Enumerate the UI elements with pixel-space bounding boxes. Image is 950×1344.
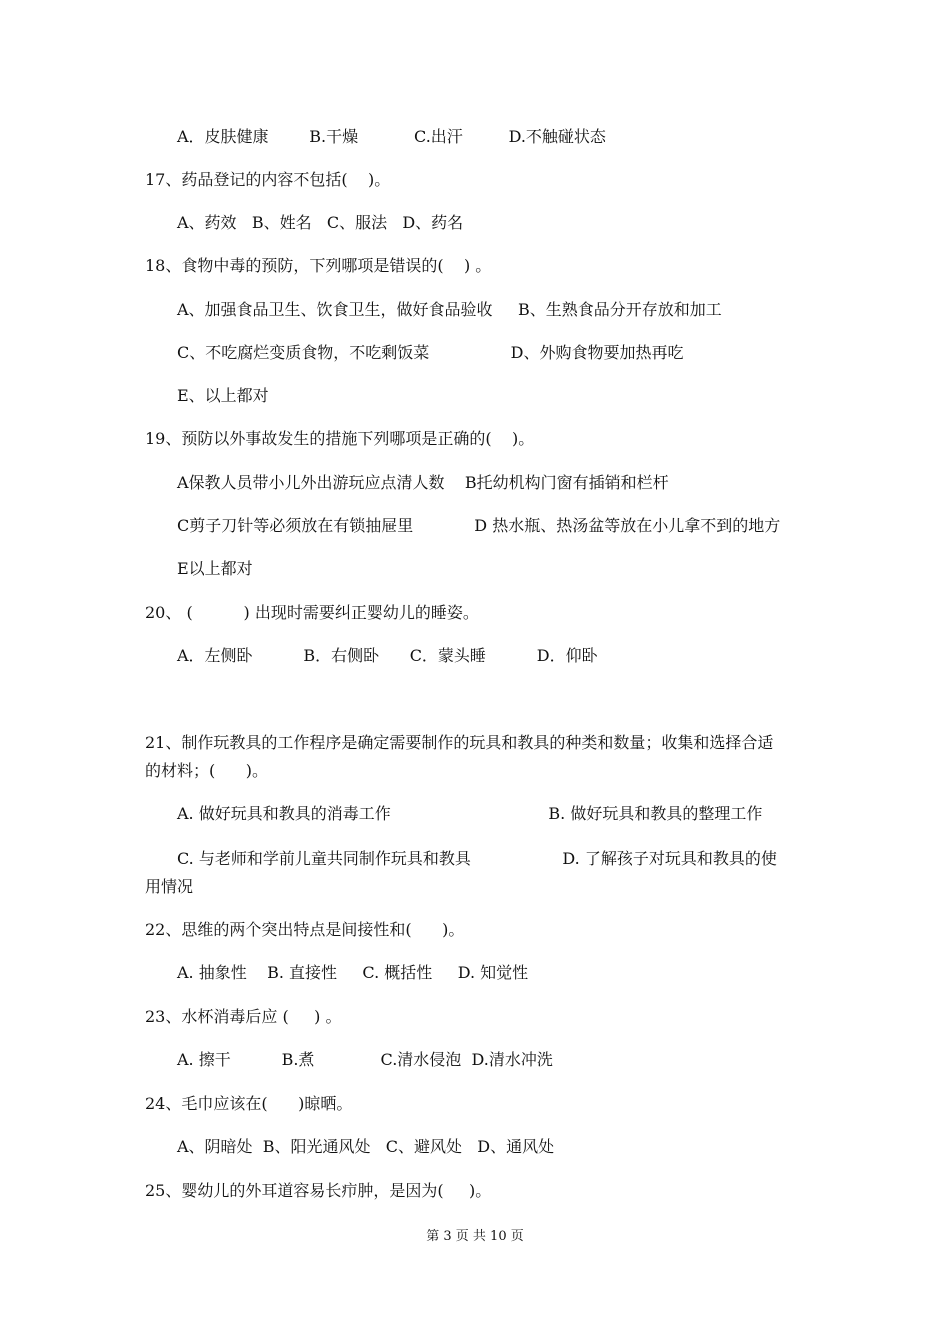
q17-question: 17、药品登记的内容不包括( )。: [145, 170, 391, 189]
q16-options: A．皮肤健康 B.干燥 C.出汗 D.不触碰状态: [177, 127, 606, 146]
q21-question: 21、制作玩教具的工作程序是确定需要制作的玩具和教具的种类和数量；收集和选择合适: [145, 733, 774, 752]
q17-options: A、药效 B、姓名 C、服法 D、药名: [177, 213, 464, 232]
q25-question: 25、婴幼儿的外耳道容易长疖肿，是因为( )。: [145, 1181, 492, 1200]
q18-options-cd: C、不吃腐烂变质食物，不吃剩饭菜 D、外购食物要加热再吃: [177, 343, 684, 362]
q19-options-ab: A保教人员带小儿外出游玩应点清人数 B托幼机构门窗有插销和栏杆: [177, 473, 669, 492]
q19-question: 19、预防以外事故发生的措施下列哪项是正确的( )。: [145, 429, 535, 448]
q21-options-cont: 用情况: [145, 877, 194, 896]
q19-options-cd: C剪子刀针等必须放在有锁抽屉里 D 热水瓶、热汤盆等放在小儿拿不到的地方: [177, 516, 781, 535]
q18-options-ab: A、加强食品卫生、饮食卫生，做好食品验收 B、生熟食品分开存放和加工: [177, 300, 722, 319]
q19-option-e: E以上都对: [177, 559, 253, 578]
page-number: 第 3 页 共 10 页: [426, 1229, 524, 1244]
q21-options-cd: C. 与老师和学前儿童共同制作玩具和教具 D. 了解孩子对玩具和教具的使: [177, 849, 777, 868]
q21-options-ab: A. 做好玩具和教具的消毒工作 B. 做好玩具和教具的整理工作: [177, 804, 763, 823]
q20-options: A．左侧卧 B．右侧卧 C．蒙头睡 D．仰卧: [177, 646, 598, 665]
q23-question: 23、水杯消毒后应 ( ) 。: [145, 1007, 342, 1026]
q18-option-e: E、以上都对: [177, 386, 269, 405]
q23-options: A. 擦干 B.煮 C.清水侵泡 D.清水冲洗: [177, 1050, 553, 1069]
q22-options: A. 抽象性 B. 直接性 C. 概括性 D. 知觉性: [177, 963, 529, 982]
q21-question-cont: 的材料；( )。: [145, 761, 269, 780]
q20-question: 20、 ( ) 出现时需要纠正婴幼儿的睡姿。: [145, 603, 479, 622]
q22-question: 22、思维的两个突出特点是间接性和( )。: [145, 920, 465, 939]
q24-options: A、阴暗处 B、阳光通风处 C、避风处 D、通风处: [177, 1137, 555, 1156]
q18-question: 18、食物中毒的预防，下列哪项是错误的( ) 。: [145, 256, 492, 275]
q24-question: 24、毛巾应该在( )晾晒。: [145, 1094, 353, 1113]
